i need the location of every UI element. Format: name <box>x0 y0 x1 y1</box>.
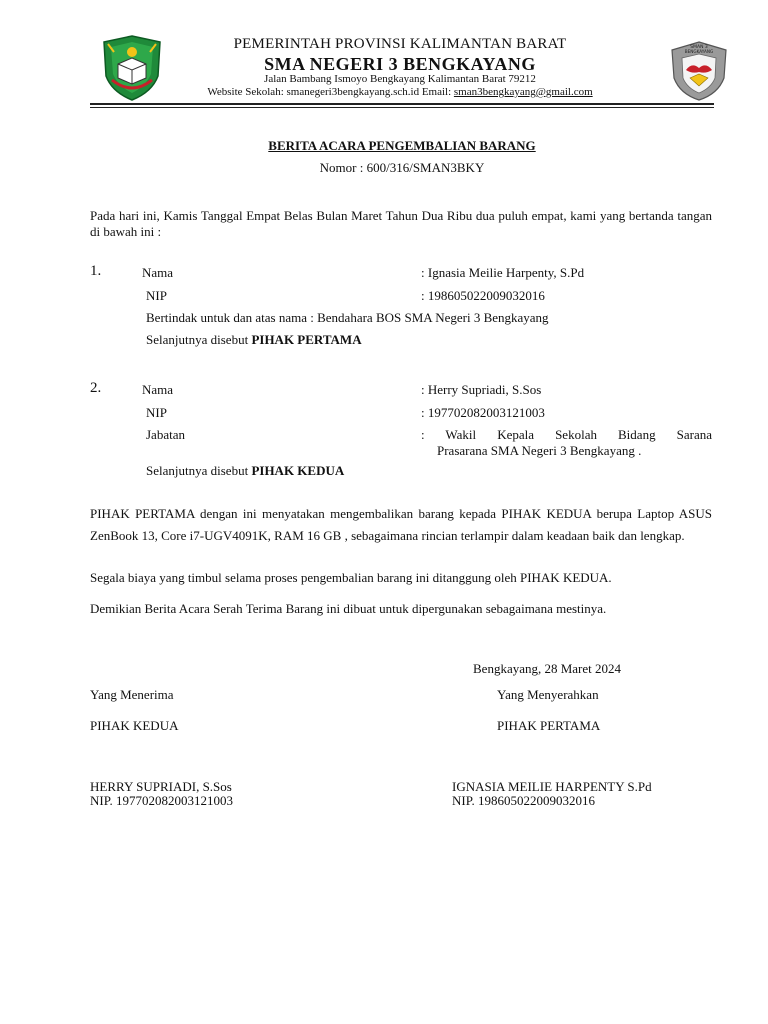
pihak2-number: 2. <box>90 380 102 396</box>
pihak2-jabatan-label: Jabatan <box>146 427 185 442</box>
pihak1-disebut <box>146 332 362 348</box>
header-divider-thick <box>90 103 714 105</box>
pihak1-nama-value: : Ignasia Meilie Harpenty, S.Pd <box>421 265 585 280</box>
pihak2-disebut-prefix: Selanjutnya disebut <box>146 463 252 478</box>
pihak1-bertindak: Bertindak untuk dan atas nama : Bendahara BOS SMA Negeri 3 Bengkayang <box>146 310 549 325</box>
sign-right-pihak: PIHAK PERTAMA <box>497 718 601 733</box>
pihak2-nama-value: : Herry Supriadi, S.Sos <box>421 382 542 397</box>
kop-address: Jalan Bambang Ismoyo Bengkayang Kalimantan Barat 79212 <box>264 73 536 85</box>
pihak2-jabatan-value-2: Prasarana SMA Negeri 3 Bengkayang . <box>437 443 642 458</box>
body-paragraph-1: PIHAK PERTAMA dengan ini menyatakan mengembalikan barang kepada PIHAK KEDUA berupa Laptop ASUS ZenBook 13, Core i7-UGV4091K, RAM 16 GB , sebagaimana rincian terlampir dalam keadaan baik dan lengkap. <box>90 506 712 543</box>
body-paragraph-2: Segala biaya yang timbul selama proses pengembalian barang ini ditanggung oleh PIHAK KEDUA. <box>90 570 612 585</box>
provincial-emblem-logo <box>100 34 164 102</box>
pihak2-disebut-bold: PIHAK KEDUA <box>251 463 345 478</box>
sign-left-nip: NIP. 197702082003121003 <box>90 793 234 808</box>
kop-website: Website Sekolah: smanegeri3bengkayang.sch.id Email: <box>207 86 454 98</box>
place-date: Bengkayang, 28 Maret 2024 <box>473 661 622 676</box>
sign-right-nip: NIP. 198605022009032016 <box>452 793 596 808</box>
kop-school-name: SMA NEGERI 3 BENGKAYANG <box>264 54 536 74</box>
pihak2-nama-label: Nama <box>142 382 174 397</box>
sign-right-role: Yang Menyerahkan <box>497 687 599 702</box>
intro-paragraph: Pada hari ini, Kamis Tanggal Empat Belas Bulan Maret Tahun Dua Ribu dua puluh empat, kami yang bertanda tangan di bawah ini : <box>90 208 712 239</box>
school-logo-text-2: BENGKAYANG <box>684 49 714 54</box>
body-paragraph-3: Demikian Berita Acara Serah Terima Barang ini dibuat untuk dipergunakan sebagaimana mestinya. <box>90 601 607 616</box>
pihak1-disebut-bold: PIHAK PERTAMA <box>251 332 362 347</box>
pihak2-nip-value: : 197702082003121003 <box>421 405 545 420</box>
school-logo-text-1: SMAN 3 <box>690 45 708 50</box>
pihak2-nip-label: NIP <box>146 405 167 420</box>
kop-email-link[interactable]: sman3bengkayang@gmail.com <box>453 86 593 98</box>
sign-left-role: Yang Menerima <box>90 687 174 702</box>
pihak1-nip-value: : 198605022009032016 <box>421 288 545 303</box>
pihak1-nama-label: Nama <box>142 265 174 280</box>
kop-contact <box>160 86 640 98</box>
sign-left-name: HERRY SUPRIADI, S.Sos <box>90 779 232 794</box>
pihak2-jabatan-value-1: : Wakil Kepala Sekolah Bidang Sarana <box>421 427 712 442</box>
pihak1-nip-label: NIP <box>146 288 167 303</box>
school-logo <box>668 40 730 102</box>
header-divider-thin <box>90 107 714 108</box>
pihak1-disebut-prefix: Selanjutnya disebut <box>146 332 252 347</box>
pihak2-disebut <box>146 463 344 479</box>
pihak1-number: 1. <box>90 263 102 279</box>
document-title: BERITA ACARA PENGEMBALIAN BARANG <box>268 138 536 153</box>
sign-left-pihak: PIHAK KEDUA <box>90 718 179 733</box>
document-title-wrap <box>90 138 714 154</box>
document-number: Nomor : 600/316/SMAN3BKY <box>319 160 485 175</box>
sign-right-name: IGNASIA MEILIE HARPENTY S.Pd <box>452 779 652 794</box>
kop-government: PEMERINTAH PROVINSI KALIMANTAN BARAT <box>233 36 567 52</box>
